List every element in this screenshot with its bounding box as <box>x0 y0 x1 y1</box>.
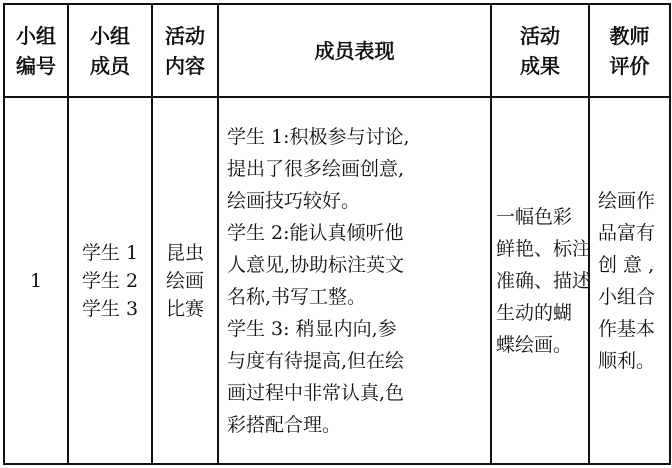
performance-text-line: 与度有待提高,但在绘 <box>227 349 405 372</box>
teacher-eval-text-line: 小组合 <box>598 285 656 308</box>
header-result: 活动 成果 <box>491 4 589 97</box>
activity-text-line: 比赛 <box>165 297 204 320</box>
performance-text-line: 提出了很多绘画创意, <box>227 157 405 180</box>
result-text-line: 准确、描述 <box>496 269 592 292</box>
activity-text-line: 昆虫 <box>165 241 204 264</box>
group-number: 1 <box>29 269 43 292</box>
header-activity: 活动 内容 <box>152 4 218 97</box>
performance-text-line: 学生 2:能认真倾听他 <box>227 221 404 244</box>
teacher-eval-cell <box>589 97 670 464</box>
header-row <box>4 4 670 97</box>
performance-text-line: 人意见,协助标注英文 <box>227 253 405 276</box>
teacher-eval-text-line: 作基本 <box>598 317 656 340</box>
performance-text-line: 学生 1:积极参与讨论, <box>227 125 410 148</box>
teacher-eval-text-line: 绘画作 <box>598 189 656 212</box>
performance-text-line: 学生 3: 稍显内向,参 <box>227 317 397 340</box>
header-group-no: 小组 编号 <box>4 4 68 97</box>
member-item: 学生 3 <box>81 297 139 320</box>
teacher-eval-text-line: 品富有 <box>598 221 656 244</box>
teacher-eval-text-line: 创 意 , <box>598 253 655 276</box>
performance-text-line: 画过程中非常认真,色 <box>227 381 405 404</box>
result-text-line: 鲜艳、标注 <box>496 237 592 260</box>
performance-text-line: 名称,书写工整。 <box>227 285 367 308</box>
header-teacher-eval: 教师 评价 <box>589 4 670 97</box>
activity-text-line: 绘画 <box>165 269 204 292</box>
result-text-line: 一幅色彩 <box>496 205 573 228</box>
header-performance: 成员表现 <box>218 4 491 97</box>
result-text-line: 蝶绘画。 <box>496 333 573 356</box>
teacher-eval-text-line: 顺利。 <box>598 349 656 372</box>
result-cell <box>491 97 592 464</box>
header-members: 小组 成员 <box>68 4 152 97</box>
activity-cell <box>152 97 218 464</box>
member-item: 学生 2 <box>81 269 139 292</box>
group-evaluation-table <box>3 3 671 465</box>
result-text-line: 生动的蝴 <box>496 301 573 324</box>
group-number-cell <box>4 97 68 464</box>
performance-cell <box>218 97 491 464</box>
member-item: 学生 1 <box>81 241 139 264</box>
performance-text-line: 彩搭配合理。 <box>227 413 342 436</box>
performance-text-line: 绘画技巧较好。 <box>227 189 361 212</box>
members-cell <box>68 97 152 464</box>
table-row <box>4 97 670 464</box>
